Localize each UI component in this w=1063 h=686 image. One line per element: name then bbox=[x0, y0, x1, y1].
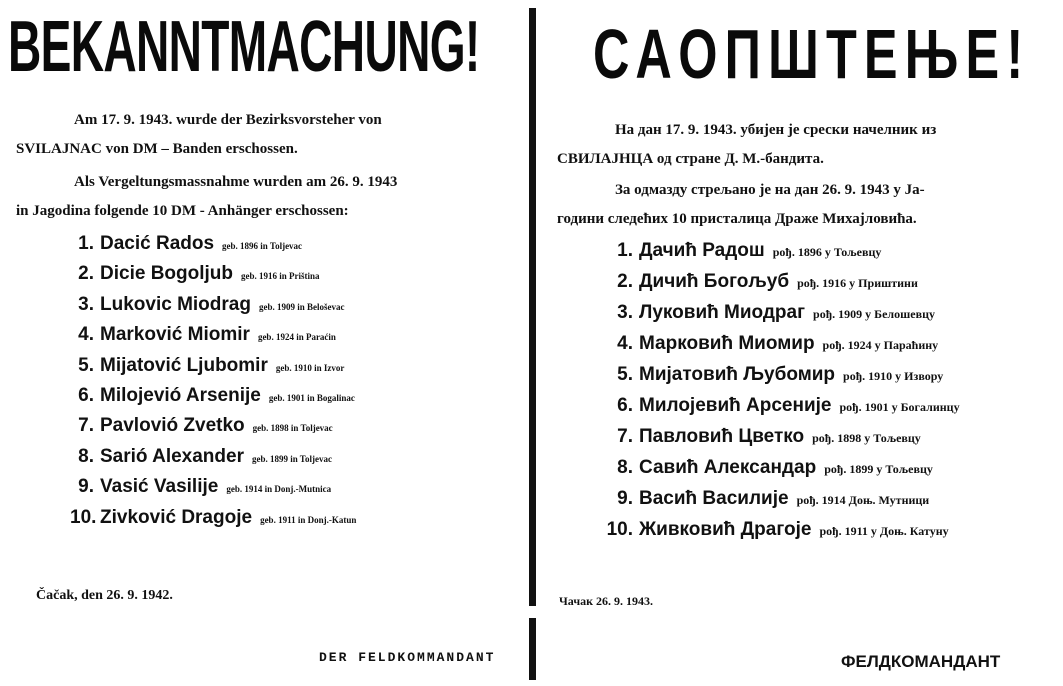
victim-name: Милојевић Арсеније bbox=[639, 395, 832, 416]
victim-name: Pavlovió Zvetko bbox=[100, 415, 245, 437]
german-victim-list bbox=[70, 233, 356, 537]
victim-name: Мијатовић Љубомир bbox=[639, 364, 836, 385]
serbian-place-date: Чачак 26. 9. 1943. bbox=[559, 594, 654, 608]
victim-name: Mijatović Ljubomir bbox=[100, 354, 268, 376]
victim-birth-info: geb. 1924 in Paraćin bbox=[257, 332, 336, 343]
serbian-victim-item bbox=[603, 395, 960, 426]
german-victim-item bbox=[70, 385, 356, 415]
victim-birth-info: geb. 1899 in Toljevac bbox=[251, 453, 332, 464]
victim-birth-info: geb. 1916 in Priština bbox=[241, 271, 320, 282]
german-paragraph-1 bbox=[16, 106, 516, 164]
victim-name: Milojevió Arsenije bbox=[100, 384, 261, 406]
victim-name: Dacić Rados bbox=[100, 233, 215, 254]
serbian-paragraph-2 bbox=[557, 176, 1063, 234]
victim-number: 4. bbox=[617, 333, 633, 354]
german-p2-line1: Als Vergeltungsmassnahme wurden am 26. 9. 1943 bbox=[74, 174, 398, 190]
victim-birth-info: рођ. 1896 у Тољевцу bbox=[772, 245, 882, 259]
victim-number: 8. bbox=[78, 445, 94, 467]
serbian-victim-item bbox=[603, 271, 960, 302]
victim-number: 9. bbox=[617, 488, 633, 509]
victim-name: Луковић Миодраг bbox=[639, 302, 806, 323]
serbian-p1-line1: На дан 17. 9. 1943. убијен је срески начелник из bbox=[615, 122, 937, 138]
german-p1-line1: Am 17. 9. 1943. wurde der Bezirksvorsteher von bbox=[74, 112, 382, 128]
victim-number: 10. bbox=[70, 506, 97, 528]
victim-birth-info: рођ. 1899 у Тољевцу bbox=[824, 462, 933, 476]
victim-number: 2. bbox=[617, 271, 633, 292]
divider-gap bbox=[529, 606, 536, 618]
serbian-p2-line2: години следећих 10 присталица Драже Михајловића. bbox=[557, 211, 917, 227]
victim-birth-info: рођ. 1914 Доњ. Мутници bbox=[796, 493, 930, 507]
column-divider bbox=[529, 8, 536, 680]
german-victim-item bbox=[70, 324, 356, 354]
victim-name: Vasić Vasilije bbox=[100, 476, 219, 498]
german-victim-item bbox=[70, 233, 356, 263]
victim-birth-info: geb. 1910 in Izvor bbox=[275, 362, 345, 373]
victim-birth-info: geb. 1914 in Donj.-Mutnica bbox=[226, 484, 332, 495]
victim-name: Dicie Bogoljub bbox=[100, 263, 233, 285]
victim-name: Васић Василије bbox=[639, 488, 789, 509]
german-notice bbox=[0, 0, 528, 686]
victim-number: 9. bbox=[78, 476, 94, 498]
serbian-paragraph-1 bbox=[557, 116, 1057, 174]
german-place-date: Čačak, den 26. 9. 1942. bbox=[36, 588, 173, 603]
german-p1-line2: SVILAJNAC von DM – Banden erschossen. bbox=[16, 141, 298, 157]
victim-birth-info: рођ. 1916 у Приштини bbox=[797, 276, 918, 290]
german-victim-item bbox=[70, 507, 356, 537]
victim-name: Zivković Dragoje bbox=[100, 506, 253, 528]
victim-number: 4. bbox=[78, 324, 94, 346]
german-victim-item bbox=[70, 294, 356, 324]
victim-name: Sarió Alexander bbox=[100, 445, 244, 467]
german-paragraph-2 bbox=[16, 168, 526, 226]
serbian-victim-item bbox=[603, 426, 960, 457]
serbian-victim-item bbox=[603, 519, 960, 550]
german-victim-item bbox=[70, 263, 356, 293]
victim-birth-info: geb. 1911 in Donj.-Katun bbox=[260, 514, 357, 525]
victim-name: Павловић Цветко bbox=[639, 426, 805, 447]
german-victim-item bbox=[70, 415, 356, 445]
victim-birth-info: geb. 1898 in Toljevac bbox=[252, 423, 333, 434]
victim-number: 1. bbox=[617, 240, 633, 261]
serbian-title: САОПШТЕЊЕ! bbox=[593, 15, 1031, 93]
serbian-victim-list bbox=[603, 240, 960, 550]
serbian-victim-item bbox=[603, 302, 960, 333]
victim-birth-info: рођ. 1909 у Белошевцу bbox=[813, 307, 935, 321]
victim-number: 8. bbox=[617, 457, 633, 478]
victim-birth-info: geb. 1896 in Toljevac bbox=[222, 241, 303, 251]
victim-number: 5. bbox=[78, 354, 94, 376]
victim-number: 1. bbox=[78, 233, 94, 254]
serbian-p2-line1: За одмазду стрељано је на дан 26. 9. 1943 у Ја- bbox=[615, 182, 925, 198]
victim-number: 6. bbox=[617, 395, 633, 416]
serbian-victim-item bbox=[603, 457, 960, 488]
serbian-victim-item bbox=[603, 333, 960, 364]
serbian-notice bbox=[545, 0, 1063, 686]
serbian-victim-item bbox=[603, 240, 960, 271]
serbian-signature: ФЕЛДКОМАНДАНТ bbox=[841, 652, 1001, 671]
victim-birth-info: рођ. 1910 у Извору bbox=[843, 369, 944, 383]
german-victim-item bbox=[70, 355, 356, 385]
german-signature: DER FELDKOMMANDANT bbox=[319, 650, 496, 665]
german-victim-item bbox=[70, 476, 356, 506]
serbian-victim-item bbox=[603, 488, 960, 519]
victim-name: Marković Miomir bbox=[100, 324, 250, 346]
victim-name: Савић Александар bbox=[639, 457, 817, 478]
victim-name: Lukovic Miodrag bbox=[100, 293, 251, 315]
serbian-victim-item bbox=[603, 364, 960, 395]
victim-birth-info: рођ. 1898 у Тољевцу bbox=[812, 431, 921, 445]
victim-birth-info: geb. 1909 in Beloševac bbox=[258, 301, 345, 312]
victim-birth-info: рођ. 1901 у Богалинцу bbox=[839, 400, 960, 414]
victim-name: Живковић Драгоје bbox=[639, 519, 812, 540]
victim-name: Дачић Радош bbox=[639, 240, 765, 261]
german-title: BEKANNTMACHUNG! bbox=[8, 7, 480, 87]
german-victim-item bbox=[70, 446, 356, 476]
victim-name: Дичић Богољуб bbox=[639, 271, 790, 292]
victim-birth-info: geb. 1901 in Bogalinac bbox=[268, 392, 355, 403]
victim-birth-info: рођ. 1911 у Доњ. Катуну bbox=[819, 524, 949, 538]
victim-number: 2. bbox=[78, 263, 94, 285]
victim-number: 7. bbox=[78, 415, 94, 437]
victim-number: 10. bbox=[606, 519, 633, 540]
victim-birth-info: рођ. 1924 у Параћину bbox=[822, 338, 939, 352]
victim-number: 3. bbox=[617, 302, 633, 323]
serbian-p1-line2: СВИЛАЈНЦА од стране Д. М.-бандита. bbox=[557, 151, 824, 167]
victim-name: Марковић Миомир bbox=[639, 333, 815, 354]
victim-number: 5. bbox=[617, 364, 633, 385]
german-p2-line2: in Jagodina folgende 10 DM - Anhänger erschossen: bbox=[16, 203, 349, 219]
victim-number: 6. bbox=[78, 384, 94, 406]
victim-number: 7. bbox=[617, 426, 633, 447]
victim-number: 3. bbox=[78, 293, 94, 315]
